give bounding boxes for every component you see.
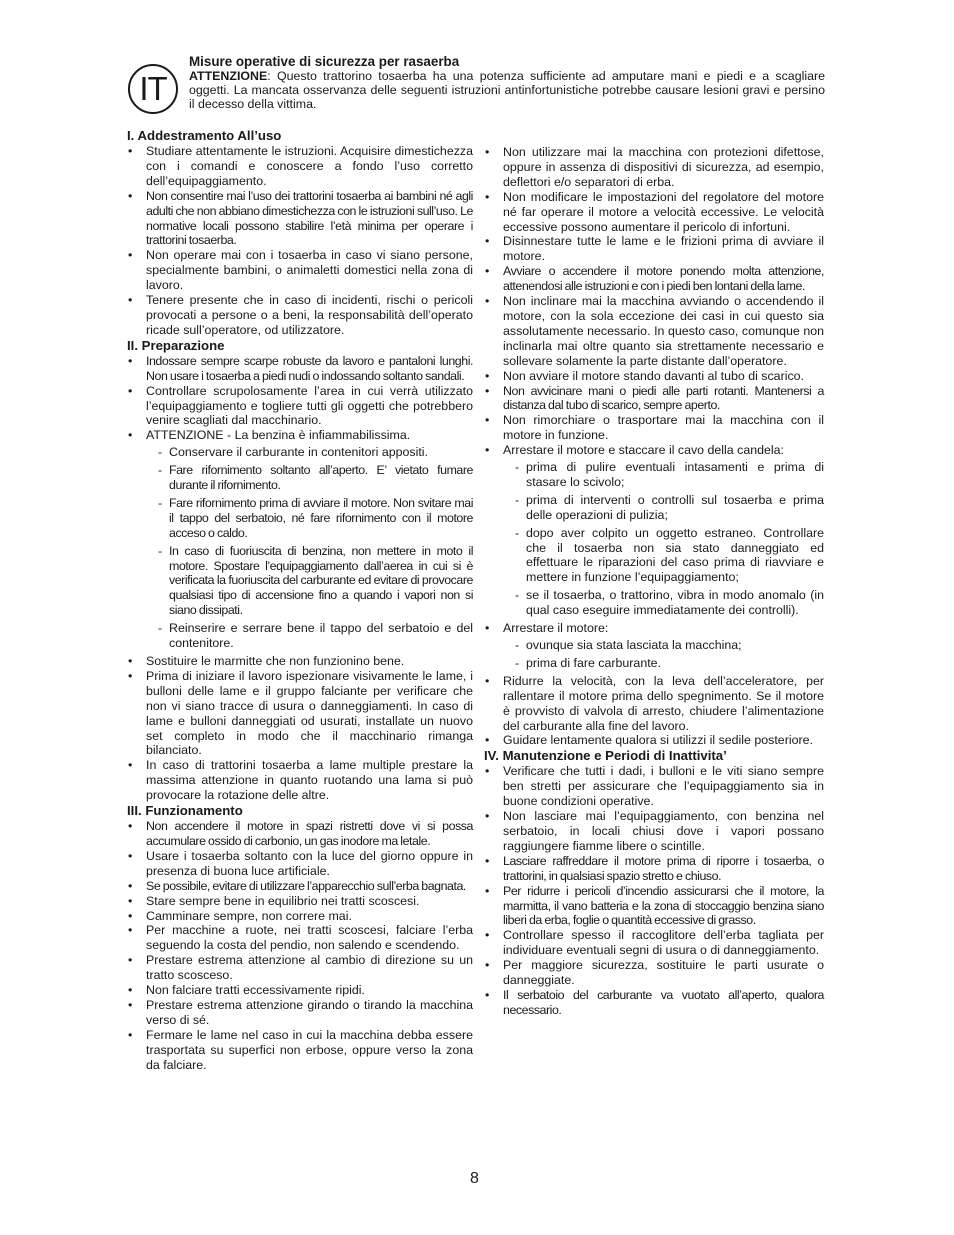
list-item: • Lasciare raffreddare il motore prima di riporre i tosaerba, o trattorini, in qualsiasi spazio stretto e chiuso.: [484, 854, 824, 884]
list-item: • Indossare sempre scarpe robuste da lavoro e pantaloni lunghi. Non usare i tosaerba a piedi nudi o indossando soltanto sandali.: [127, 354, 473, 384]
list-item: • Prima di iniziare il lavoro ispezionare visivamente le lame, i bulloni delle lame e il gruppo falciante per verificare che non vi siano tracce di usura o danneggiamenti. In caso di lame e bulloni danneggiati od usurati, installate un nuovo set completo in modo che il macchinario rimanga bilanciato.: [127, 669, 473, 758]
list-item: • Non lasciare mai l’equipaggiamento, con benzina nel serbatoio, in locali chiusi dove i vapori possano raggiungere fiamme libere o scintille.: [484, 809, 824, 854]
list-item-text: ATTENZIONE - La benzina è infiammabilissima.: [146, 428, 411, 443]
warning-text: : Questo trattorino tosaerba ha una potenza sufficiente ad amputare mani e piedi e a scagliare oggetti. La mancata osservanza delle seguenti istruzioni antinfortunistiche potrebbe causare lesioni gravi e persino il decesso della vittima.: [189, 69, 825, 112]
list-item-text: Arrestare il motore e staccare il cavo della candela:: [503, 443, 784, 458]
safety-header: [189, 54, 825, 112]
list-item: • Usare i tosaerba soltanto con la luce del giorno oppure in presenza di buona luce artificiale.: [127, 849, 473, 879]
section-heading-maintenance: IV. Manutenzione e Periodi di Inattivita’: [484, 748, 727, 764]
list-item: • Fermare le lame nel caso in cui la macchina debba essere trasportata su superfici non erbose, oppure verso la zona da falciare.: [127, 1028, 473, 1073]
list-item: • Non accendere il motore in spazi ristretti dove vi si possa accumulare ossido di carbonio, un gas inodore ma letale.: [127, 819, 473, 849]
list-item-text: Arrestare il motore:: [503, 621, 609, 636]
list-item: • Per ridurre i pericoli d’incendio assicurarsi che il motore, la marmitta, il vano batteria e la zona di stoccaggio benzina siano liberi da erba, foglie o quantità eccessive di grasso.: [484, 884, 824, 929]
list-item: • Sostituire le marmitte che non funzionino bene.: [127, 654, 473, 669]
list-item: • Camminare sempre, non correre mai.: [127, 909, 473, 924]
operation-list-continued: [484, 145, 824, 748]
warning-label: ATTENZIONE: [189, 69, 268, 83]
sub-item: - dopo aver colpito un oggetto estraneo. Controllare che il tosaerba non sia stato danneggiato ed effettuare le riparazioni del caso prima di riavviare e mettere in funzione l’equipaggiamento;: [513, 526, 824, 586]
list-item: • Controllare scrupolosamente l’area in cui verrà utilizzato l’equipaggiamento e togliere tutti gli oggetti che potrebbero venire scagliati dal macchinario.: [127, 384, 473, 429]
list-item: • Non falciare tratti eccessivamente ripidi.: [127, 983, 473, 998]
section-heading-preparation: II. Preparazione: [127, 337, 225, 353]
list-item: • Verificare che tutti i dadi, i bulloni e le viti siano sempre ben stretti per assicurare che l’equipaggiamento sia in buone condizioni operative.: [484, 764, 824, 809]
sub-item: - Reinserire e serrare bene il tappo del serbatoio e del contenitore.: [156, 621, 473, 651]
section-heading-training: I. Addestramento All’uso: [127, 128, 282, 143]
fuel-sublist: [146, 445, 473, 651]
sub-item: - In caso di fuoriuscita di benzina, non mettere in moto il motore. Spostare l’equipaggiamento dall’aerea in cui si è verificata la fuoriuscita del carburante ed evitare di provocare qualsiasi tipo di accensione fino a quando i vapori non si siano dissipati.: [156, 544, 473, 619]
list-item: [484, 443, 824, 618]
training-list: [127, 144, 473, 338]
list-item: • Stare sempre bene in equilibrio nei tratti scoscesi.: [127, 894, 473, 909]
sub-item: - Conservare il carburante in contenitori appositi.: [156, 445, 473, 460]
list-item: • Prestare estrema attenzione girando o tirando la macchina verso di sé.: [127, 998, 473, 1028]
preparation-list: [127, 354, 473, 803]
page-title: Misure operative di sicurezza per rasaerba: [189, 54, 460, 69]
list-item: • Non modificare le impostazioni del regolatore del motore né far operare il motore a velocità eccessive. Le velocità eccessive possono aumentare il pericolo di infortuni.: [484, 190, 824, 235]
list-item: • Non utilizzare mai la macchina con protezioni difettose, oppure in assenza di dispositivi di sicurezza, ad esempio, deflettori e/o separatori di erba.: [484, 145, 824, 190]
list-item: • Non avvicinare mani o piedi alle parti rotanti. Mantenersi a distanza dal tubo di scarico, sempre aperto.: [484, 384, 824, 414]
list-item: • Tenere presente che in caso di incidenti, rischi o pericoli provocati a persone o a beni, la responsabilità dell’operato ricade sull’operatore, od utilizzatore.: [127, 293, 473, 338]
spark-plug-sublist: [503, 460, 824, 618]
sub-item: - prima di interventi o controlli sul tosaerba e prima delle operazioni di pulizia;: [513, 493, 824, 523]
list-item: • Non operare mai con i tosaerba in caso vi siano persone, specialmente bambini, o animaletti domestici nella zona di lavoro.: [127, 248, 473, 293]
list-item: [484, 621, 824, 671]
list-item: • Non inclinare mai la macchina avviando o accendendo il motore, con la sola eccezione dei casi in cui questo sia assolutamente necessario. In questo caso, comunque non inclinarla mai oltre quanto sia strettamente necessario e sollevare solamente la parte distante dall’operatore.: [484, 294, 824, 369]
warning-paragraph: [189, 69, 825, 112]
sub-item: - prima di pulire eventuali intasamenti e prima di stasare lo scivolo;: [513, 460, 824, 490]
right-column: [484, 145, 824, 1018]
list-item: • Per macchine a ruote, nei tratti scoscesi, falciare l’erba seguendo la costa del pendio, non salendo e scendendo.: [127, 923, 473, 953]
maintenance-list: [484, 764, 824, 1017]
left-column: [127, 128, 473, 1072]
list-item: • Per maggiore sicurezza, sostituire le parti usurate o danneggiate.: [484, 958, 824, 988]
list-item: • Non consentire mai l’uso dei trattorini tosaerba ai bambini né agli adulti che non abbiano dimestichezza con le istruzioni sull’uso. Le normative locali possono stabilire l’età minima per operare i trattorini tosaerba.: [127, 189, 473, 249]
list-item: • In caso di trattorini tosaerba a lame multiple prestare la massima attenzione in quanto ruotando una lama si può provocare la rotazione delle altre.: [127, 758, 473, 803]
list-item: • Studiare attentamente le istruzioni. Acquisire dimestichezza con i comandi e conoscere a fondo l’uso corretto dell’equipaggiamento.: [127, 144, 473, 189]
list-item: • Se possibile, evitare di utilizzare l’apparecchio sull’erba bagnata.: [127, 879, 473, 894]
list-item: • Il serbatoio del carburante va vuotato all’aperto, qualora necessario.: [484, 988, 824, 1018]
sub-item: - Fare rifornimento soltanto all’aperto. E’ vietato fumare durante il rifornimento.: [156, 463, 473, 493]
sub-item: - ovunque sia stata lasciata la macchina;: [513, 638, 824, 653]
sub-item: - se il tosaerba, o trattorino, vibra in modo anomalo (in qual caso eseguire immediatamente dei controlli).: [513, 588, 824, 618]
list-item: • Controllare spesso il raccoglitore dell’erba tagliata per individuare eventuali segni di usura o di danneggiamento.: [484, 928, 824, 958]
sub-item: - Fare rifornimento prima di avviare il motore. Non svitare mai il tappo del serbatoio, né fare rifornimento con il motore acceso o caldo.: [156, 496, 473, 541]
page-number: 8: [470, 1170, 479, 1187]
operation-list: [127, 819, 473, 1072]
list-item: [127, 428, 473, 651]
sub-item: - prima di fare carburante.: [513, 656, 824, 671]
section-heading-operation: III. Funzionamento: [127, 803, 243, 819]
stop-engine-sublist: [503, 638, 824, 671]
list-item: • Prestare estrema attenzione al cambio di direzione su un tratto scosceso.: [127, 953, 473, 983]
list-item: • Guidare lentamente qualora si utilizzi il sedile posteriore.: [484, 733, 824, 748]
list-item: • Non avviare il motore stando davanti al tubo di scarico.: [484, 369, 824, 384]
list-item: • Non rimorchiare o trasportare mai la macchina con il motore in funzione.: [484, 413, 824, 443]
language-badge: IT: [128, 64, 178, 114]
list-item: • Avviare o accendere il motore ponendo molta attenzione, attenendosi alle istruzioni e con i piedi ben lontani della lame.: [484, 264, 824, 294]
list-item: • Ridurre la velocità, con la leva dell’acceleratore, per rallentare il motore prima dello spegnimento. Se il motore è provvisto di valvola di arresto, chiudere l’alimentazione del carburante alla fine del lavoro.: [484, 674, 824, 734]
list-item: • Disinnestare tutte le lame e le frizioni prima di avviare il motore.: [484, 234, 824, 264]
